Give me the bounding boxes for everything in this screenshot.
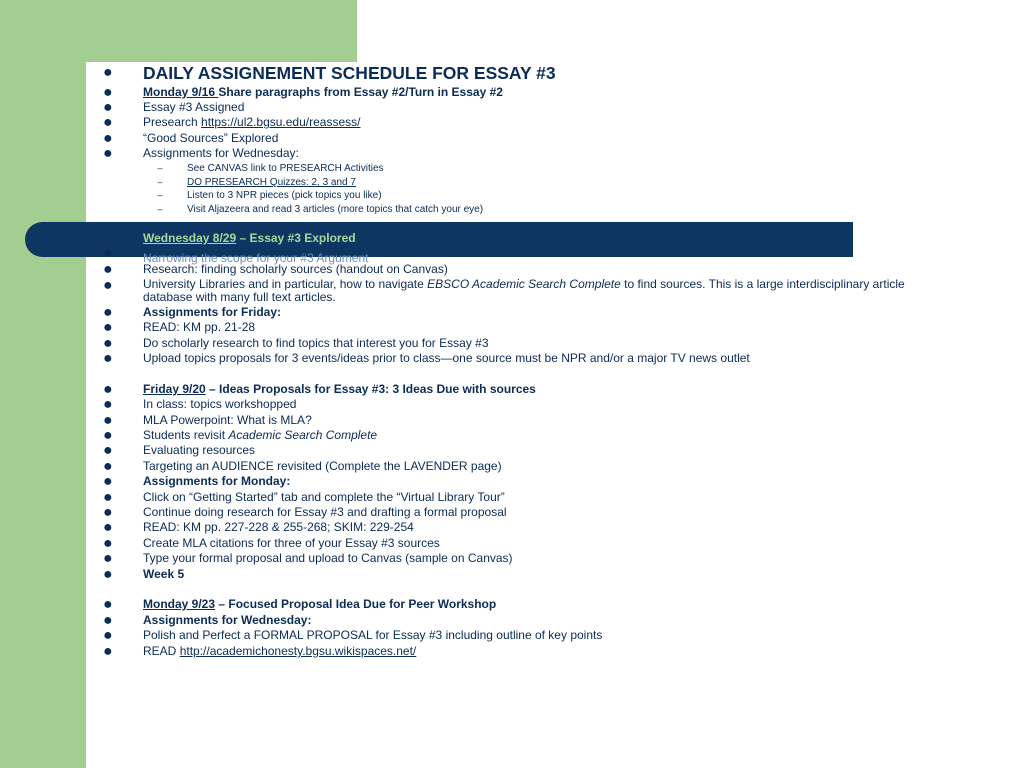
item-text: – Focused Proposal Idea Due for Peer Workshop: [215, 597, 497, 611]
bullet-icon: ●: [103, 130, 113, 147]
dash-icon: –: [157, 177, 163, 187]
bullet-icon: ●: [103, 442, 113, 459]
item-text: Upload topics proposals for 3 events/ideas prior to class—one source must be NPR and/or a major TV news outlet: [143, 351, 750, 365]
bullet-icon: ●: [103, 504, 113, 521]
item-text: Narrowing the scope for your #3 Argument: [143, 251, 369, 265]
item-text: [143, 115, 943, 130]
item-text: Type your formal proposal and upload to Canvas (sample on Canvas): [143, 551, 513, 565]
bullet-icon: ●: [103, 458, 113, 475]
bullet-icon: ●: [103, 304, 113, 321]
bullet-icon: ●: [103, 277, 113, 294]
item-monday-9-16: [143, 85, 943, 100]
bullet-icon: ●: [103, 535, 113, 552]
item-wednesday-8-29: [143, 231, 943, 246]
date-label: Wednesday 8/29: [143, 231, 237, 245]
item-text: Create MLA citations for three of your Essay #3 sources: [143, 536, 440, 550]
dash-icon: –: [157, 204, 163, 214]
bullet-icon: ●: [103, 99, 113, 116]
item-text: Share paragraphs from Essay #2/Turn in Essay #2: [218, 85, 503, 99]
item-text: Listen to 3 NPR pieces (pick topics you like): [187, 190, 382, 201]
item-text: Targeting an AUDIENCE revisited (Complete the LAVENDER page): [143, 459, 502, 473]
bullet-icon: ●: [103, 643, 113, 660]
presearch-quizzes-link[interactable]: DO PRESEARCH Quizzes: 2, 3 and 7: [187, 177, 356, 188]
item-text: Research: finding scholarly sources (handout on Canvas): [143, 262, 448, 276]
item-text: – Essay #3 Explored: [236, 231, 356, 245]
hidden-bullet: [0, 245, 1000, 262]
bullet-icon: ●: [103, 396, 113, 413]
database-name: Academic Search Complete: [228, 428, 378, 442]
bullet-icon: ●: [103, 473, 113, 490]
bullet-icon: ●: [103, 350, 113, 367]
bullet-icon: ●: [103, 550, 113, 567]
item-text: [143, 644, 943, 659]
bullet-icon: ●: [103, 261, 113, 278]
bullet-icon: ●: [103, 627, 113, 644]
item-text: – Ideas Proposals for Essay #3: 3 Ideas Due with sources: [205, 382, 536, 396]
bullet-icon: ●: [103, 519, 113, 536]
presearch-link[interactable]: https://ul2.bgsu.edu/reassess/: [201, 115, 361, 129]
bullet-icon: ●: [103, 84, 113, 101]
item-text: MLA Powerpoint: What is MLA?: [143, 413, 312, 427]
item-heading: Assignments for Wednesday:: [143, 613, 312, 627]
item-text: In class: topics workshopped: [143, 397, 297, 411]
bullet-icon: ●: [103, 64, 113, 81]
item-text: Polish and Perfect a FORMAL PROPOSAL for Essay #3 including outline of key points: [143, 628, 603, 642]
item-text: Do scholarly research to find topics that interest you for Essay #3: [143, 336, 489, 350]
item-text: Visit Aljazeera and read 3 articles (more topics that catch your eye): [187, 204, 484, 215]
item-text: Assignments for Wednesday:: [143, 146, 299, 160]
item-text: Continue doing research for Essay #3 and drafting a formal proposal: [143, 505, 507, 519]
dash-icon: –: [157, 163, 163, 173]
item-friday-9-20: [143, 382, 943, 397]
bullet-icon: ●: [103, 489, 113, 506]
item-prefix: READ: [143, 644, 180, 658]
item-text-a: University Libraries and in particular, how to navigate: [143, 277, 428, 291]
item-heading: Week 5: [143, 567, 185, 581]
date-label: Monday 9/23: [143, 597, 216, 611]
item-text: [143, 278, 923, 303]
bullet-icon: ●: [103, 612, 113, 629]
item-monday-9-23: [143, 597, 943, 612]
bullet-icon: ●: [103, 245, 113, 262]
item-text-b: to find sources. This is a large interdisciplinary article database with many full text articles.: [143, 277, 905, 304]
item-text: READ: KM pp. 227-228 & 255-268; SKIM: 229-254: [143, 520, 414, 534]
dash-icon: –: [157, 190, 163, 200]
item-text: Click on “Getting Started” tab and complete the “Virtual Library Tour”: [143, 490, 505, 504]
bullet-icon: ●: [103, 596, 113, 613]
ebsco-name: EBSCO Academic Search Complete: [427, 277, 621, 291]
item-heading: Assignments for Friday:: [143, 305, 282, 319]
bullet-icon: ●: [103, 427, 113, 444]
bullet-icon: ●: [103, 319, 113, 336]
item-text: Evaluating resources: [143, 443, 256, 457]
bullet-icon: ●: [103, 412, 113, 429]
item-text: READ: KM pp. 21-28: [143, 320, 256, 334]
date-label: Monday 9/16: [143, 85, 219, 99]
item-text: [143, 428, 943, 443]
item-text: Essay #3 Assigned: [143, 100, 245, 114]
date-label: Friday 9/20: [143, 382, 206, 396]
academic-honesty-link[interactable]: http://academichonesty.bgsu.wikispaces.net/: [179, 644, 417, 658]
item-text: See CANVAS link to PRESEARCH Activities: [187, 163, 384, 174]
item-text-a: Students revisit: [143, 428, 229, 442]
item-prefix: Presearch: [143, 115, 202, 129]
bullet-icon: ●: [103, 145, 113, 162]
bullet-icon: ●: [103, 335, 113, 352]
item-text: “Good Sources” Explored: [143, 131, 279, 145]
bullet-icon: ●: [103, 114, 113, 131]
bullet-icon: ●: [103, 566, 113, 583]
page-title: DAILY ASSIGNEMENT SCHEDULE FOR ESSAY #3: [143, 63, 556, 83]
bullet-icon: ●: [103, 381, 113, 398]
item-heading: Assignments for Monday:: [143, 474, 291, 488]
